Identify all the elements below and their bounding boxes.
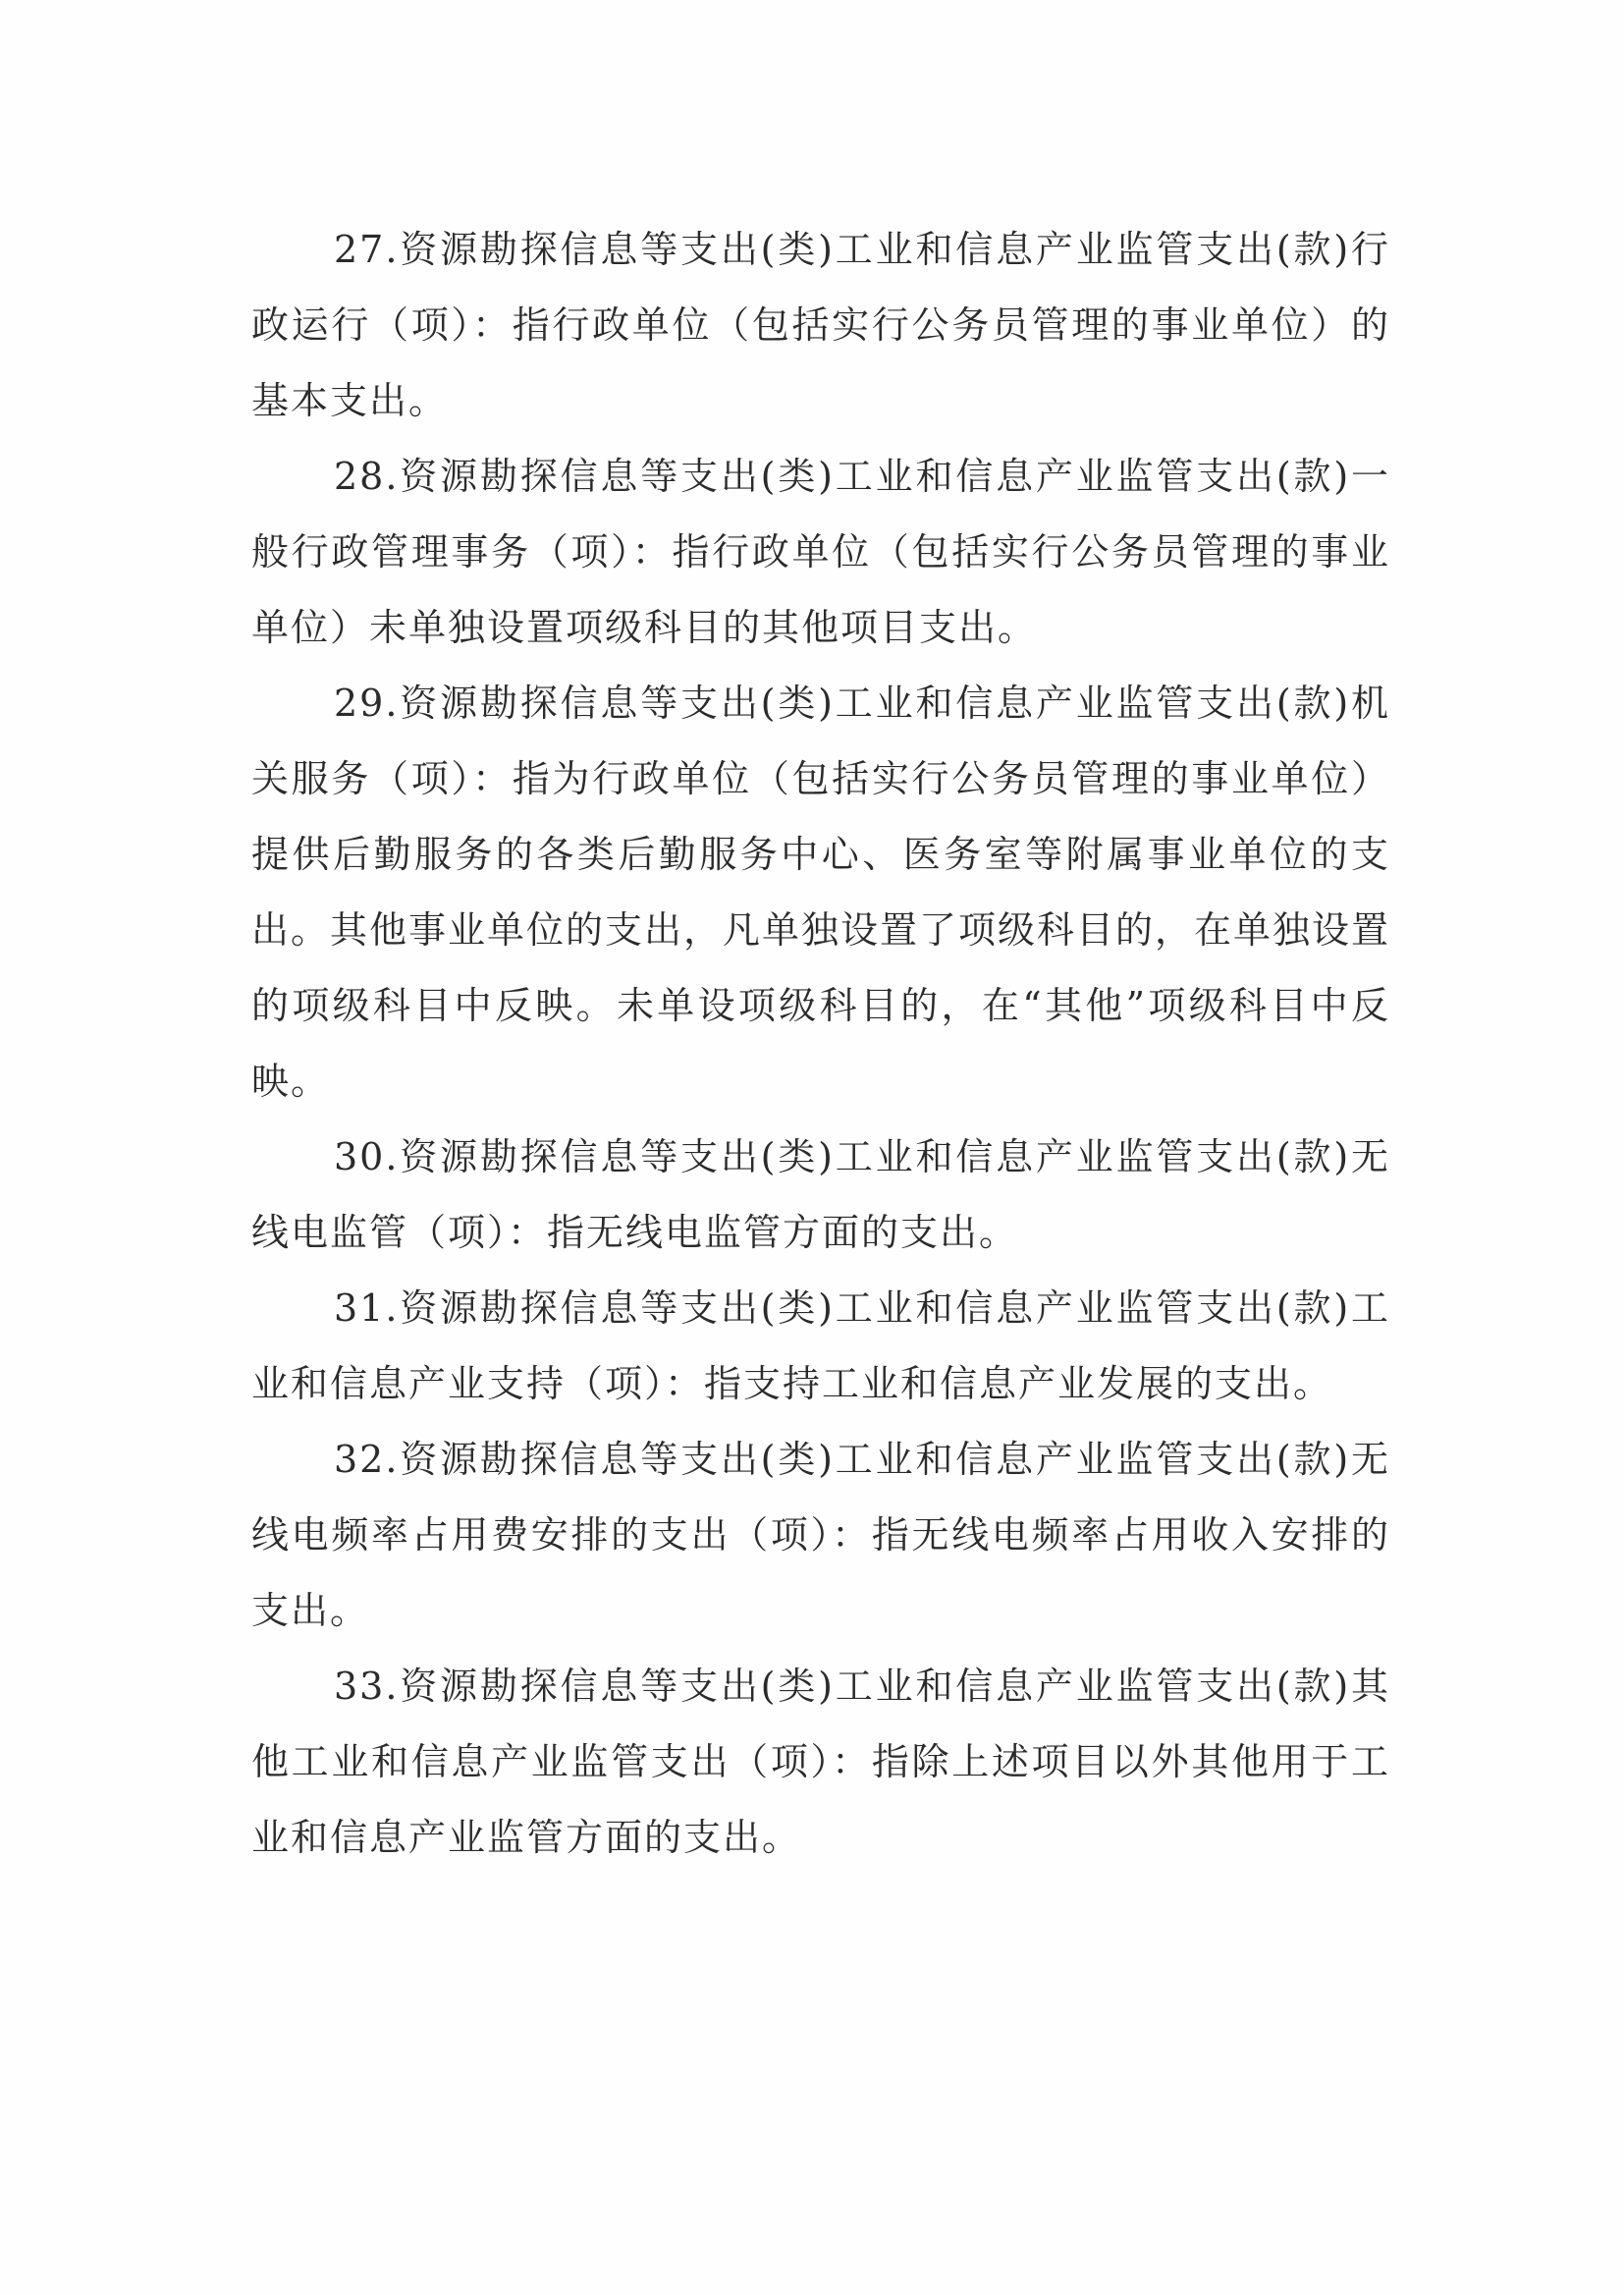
paragraph-32 (251, 1422, 1390, 1649)
paragraph-31 (251, 1271, 1390, 1422)
paragraph-text: 资源勘探信息等支出(类)工业和信息产业监管支出(款)无线电频率占用费安排的支出（项）：指无线电频率占用收入安排的支出。 (251, 1438, 1390, 1632)
paragraph-30 (251, 1120, 1390, 1271)
paragraph-27 (251, 212, 1390, 439)
document-body (251, 212, 1390, 1876)
paragraph-number: 31. (334, 1286, 400, 1330)
paragraph-29 (251, 666, 1390, 1120)
paragraph-33 (251, 1649, 1390, 1876)
paragraph-text: 资源勘探信息等支出(类)工业和信息产业监管支出(款)行政运行（项）：指行政单位（包括实行公务员管理的事业单位）的基本支出。 (251, 228, 1390, 422)
paragraph-number: 32. (334, 1438, 400, 1481)
paragraph-text: 资源勘探信息等支出(类)工业和信息产业监管支出(款)其他工业和信息产业监管支出（项）：指除上述项目以外其他用于工业和信息产业监管方面的支出。 (251, 1665, 1390, 1859)
paragraph-text: 资源勘探信息等支出(类)工业和信息产业监管支出(款)机关服务（项）：指为行政单位（包括实行公务员管理的事业单位）提供后勤服务的各类后勤服务中心、医务室等附属事业单位的支出。其他事业单位的支出，凡单独设置了项级科目的，在单独设置的项级科目中反映。未单设项级科目的，在“其他”项级科目中反映。 (251, 682, 1391, 1103)
paragraph-text: 资源勘探信息等支出(类)工业和信息产业监管支出(款)工业和信息产业支持（项）：指支持工业和信息产业发展的支出。 (251, 1286, 1390, 1405)
paragraph-text: 资源勘探信息等支出(类)工业和信息产业监管支出(款)无线电监管（项）：指无线电监管方面的支出。 (251, 1135, 1390, 1254)
paragraph-text: 资源勘探信息等支出(类)工业和信息产业监管支出(款)一般行政管理事务（项）：指行政单位（包括实行公务员管理的事业单位）未单独设置项级科目的其他项目支出。 (251, 455, 1390, 649)
paragraph-number: 33. (334, 1665, 400, 1708)
paragraph-number: 29. (334, 682, 400, 725)
paragraph-number: 27. (334, 228, 400, 271)
paragraph-28 (251, 439, 1390, 666)
paragraph-number: 30. (334, 1135, 400, 1178)
paragraph-number: 28. (334, 455, 400, 498)
